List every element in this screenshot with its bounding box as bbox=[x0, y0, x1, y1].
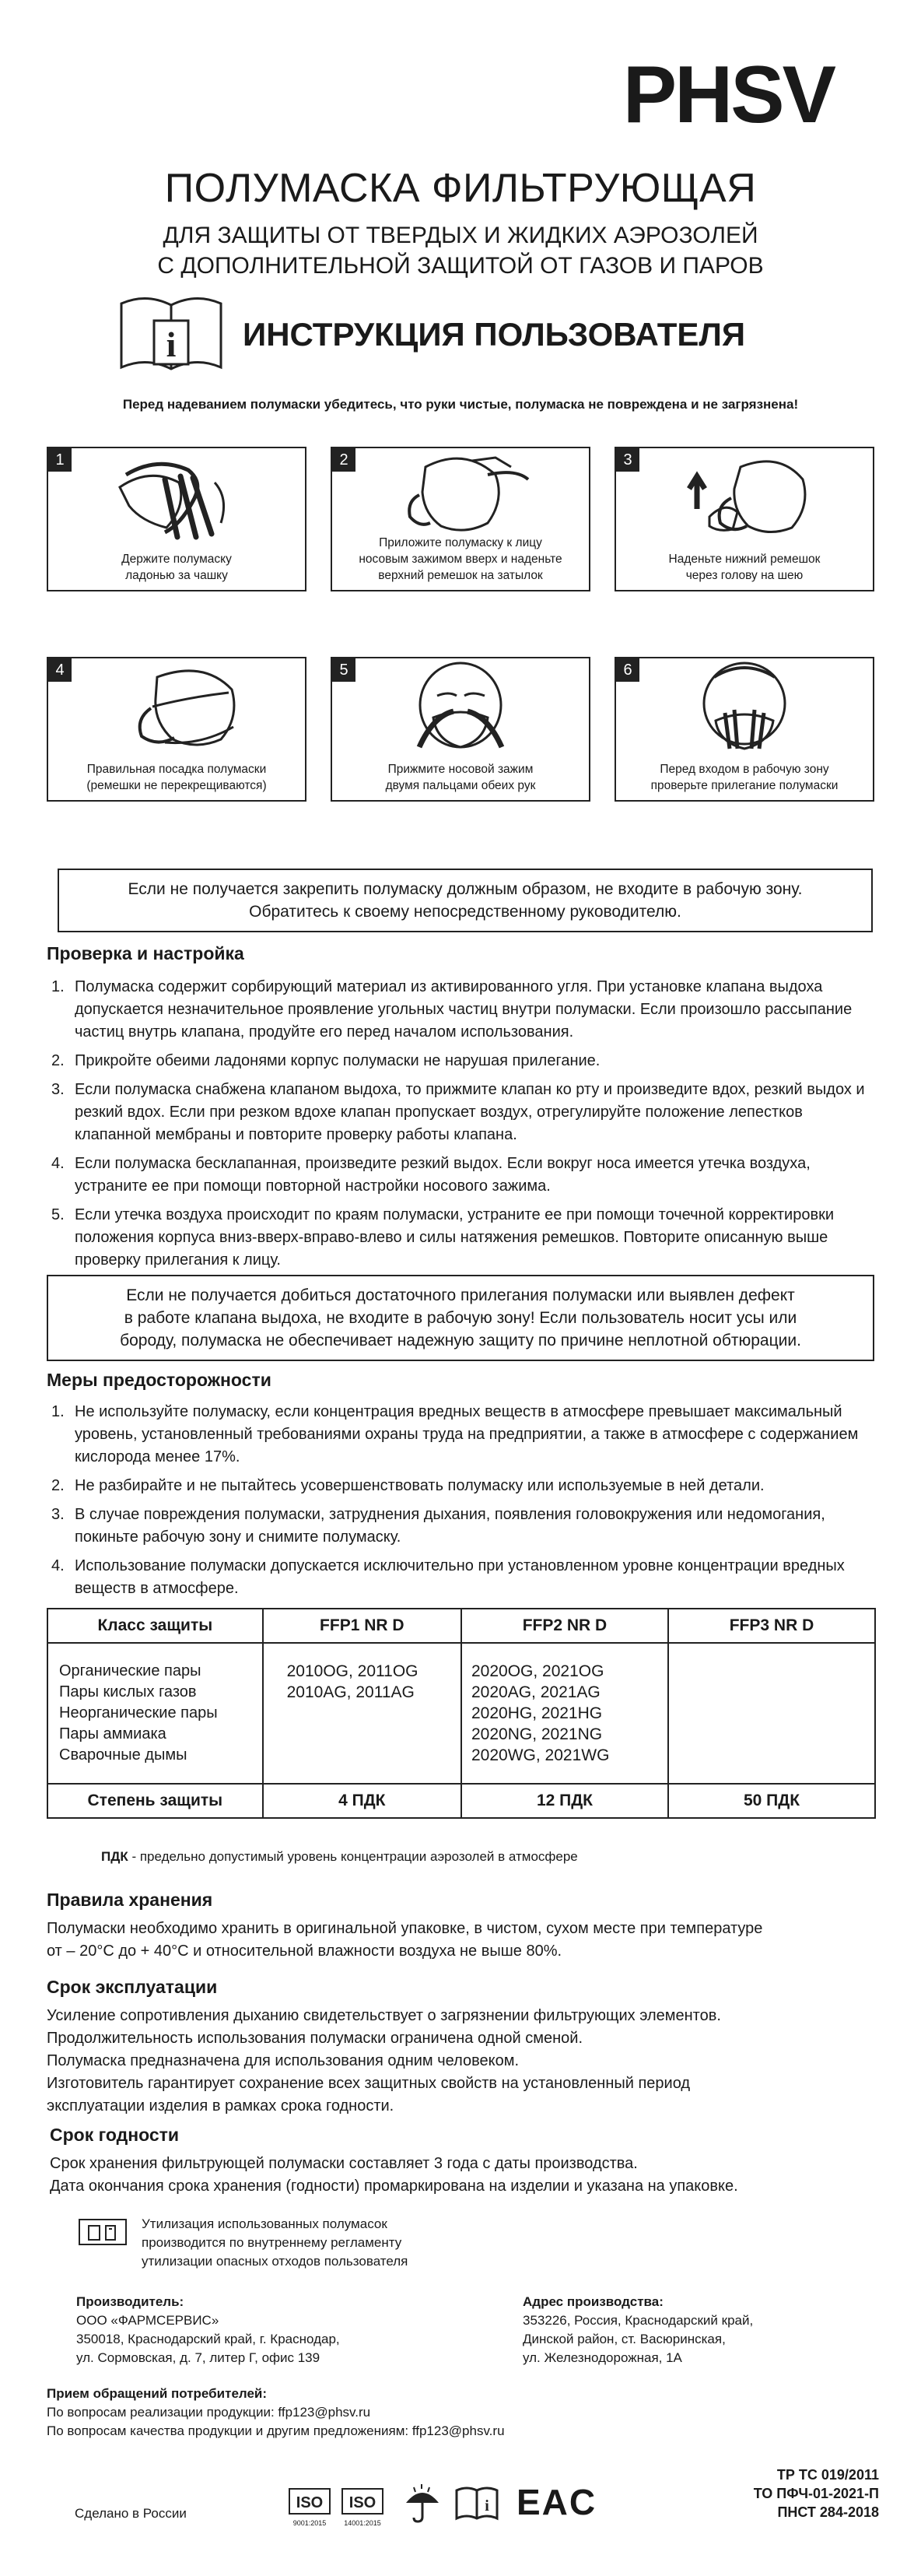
step-caption: Держите полумаску ладонью за чашку bbox=[121, 553, 232, 582]
section-heading-storage: Правила хранения bbox=[47, 1890, 213, 1910]
list-item: 3. Если полумаска снабжена клапаном выдоха, то прижмите клапан ко рту и произведите вдох, резкий выдох и резкий вдох. Если при резком вдохе клапан пропускает воздух, отрегулируйте положение лепестков клапанной мембраны и повторите проверку работы клапана. bbox=[51, 1081, 865, 1143]
correct-fit-illustration bbox=[48, 662, 305, 755]
keep-dry-umbrella-icon bbox=[403, 2481, 442, 2525]
step-number: 4 bbox=[48, 658, 72, 682]
table-header-cell: Класс защиты bbox=[47, 1609, 263, 1643]
book-letter: i bbox=[166, 325, 177, 364]
shelf-text: Срок хранения фильтрующей полумаски составляет 3 года с даты производства. Дата окончания срока хранения (годности) промаркирована на изделии и указана на упаковке. bbox=[50, 2155, 738, 2195]
step-number: 1 bbox=[48, 448, 72, 472]
nose-clip-illustration bbox=[332, 662, 589, 755]
step-caption: Перед входом в рабочую зону проверьте прилегание полумаски bbox=[650, 763, 839, 792]
read-instructions-icon bbox=[454, 2484, 499, 2522]
mask-hold-illustration bbox=[48, 451, 305, 545]
table-row bbox=[47, 1643, 875, 1784]
section-heading-shelf: Срок годности bbox=[50, 2125, 180, 2145]
standards-block: ТР ТС 019/2011 ТО ПФЧ-01-2021-П ПНСТ 284-2018 bbox=[753, 2467, 879, 2520]
step-card-4 bbox=[47, 657, 306, 802]
step-card-2 bbox=[331, 447, 590, 591]
ffp2-models: 2020OG, 2021OG 2020AG, 2021AG 2020HG, 2021HG 2020NG, 2021NG 2020WG, 2021WG bbox=[461, 1643, 668, 1784]
check-list bbox=[51, 976, 876, 1278]
step-caption: Прижмите носовой зажим двумя пальцами обеих рук bbox=[385, 763, 536, 792]
disposal-text: Утилизация использованных полумасок производится по внутреннему регламенту утилизации опасных отходов пользователя bbox=[142, 2216, 408, 2269]
book-info-icon bbox=[117, 290, 226, 375]
brand-logo: PHSV bbox=[622, 50, 834, 140]
eac-mark: EAC bbox=[517, 2482, 597, 2522]
manufacturer-block: Производитель: ООО «ФАРМСЕРВИС» 350018, Краснодарский край, г. Краснодар, ул. Сормовская, д. 7, литер Г, офис 139 bbox=[76, 2294, 340, 2365]
list-item: 5. Если утечка воздуха происходит по краям полумаски, устраните ее при помощи точечной корректировки положения корпуса вниз-вверх-вправо-влево и силы натяжения ремешков. Повторите описанную выше проверку прилегания к лицу. bbox=[51, 1206, 835, 1269]
table-header-cell: FFP3 NR D bbox=[668, 1609, 875, 1643]
warning-top: Перед надеванием полумаски убедитесь, что руки чистые, полумаска не повреждена и не загрязнена! bbox=[122, 397, 799, 412]
step-number: 2 bbox=[332, 448, 355, 472]
lower-strap-illustration bbox=[616, 451, 873, 545]
made-in-russia: Сделано в России bbox=[75, 2506, 187, 2521]
step-caption: Приложите полумаску к лицу носовым зажимом вверх и наденьте верхний ремешок на затылок bbox=[359, 536, 562, 582]
notice-fit-failure: Если не получается закрепить полумаску должным образом, не входите в рабочую зону. Обратитесь к своему непосредственному руководителю. bbox=[58, 869, 873, 932]
iso-14001-badge: ISO 14001:2015 bbox=[341, 2487, 384, 2527]
step-card-1 bbox=[47, 447, 306, 591]
product-title: ПОЛУМАСКА ФИЛЬТРУЮЩАЯ bbox=[164, 166, 757, 211]
step-caption: Наденьте нижний ремешок через голову на шею bbox=[668, 553, 821, 582]
pdk-note: ПДК - предельно допустимый уровень концентрации аэрозолей в атмосфере bbox=[101, 1849, 578, 1864]
section-heading-service: Срок эксплуатации bbox=[47, 1977, 218, 1997]
product-subtitle-1: ДЛЯ ЗАЩИТЫ ОТ ТВЕРДЫХ И ЖИДКИХ АЭРОЗОЛЕЙ bbox=[163, 223, 758, 248]
disposal-icon bbox=[78, 2216, 128, 2248]
table-header-row bbox=[47, 1609, 875, 1643]
list-item: 4. Использование полумаски допускается исключительно при установленном уровне концентрации вредных веществ в атмосфере. bbox=[51, 1557, 845, 1597]
product-subtitle-2: С ДОПОЛНИТЕЛЬНОЙ ЗАЩИТОЙ ОТ ГАЗОВ И ПАРОВ bbox=[157, 253, 764, 279]
table-footer-cell: 50 ПДК bbox=[668, 1784, 875, 1818]
section-heading-precautions: Меры предосторожности bbox=[47, 1370, 271, 1390]
svg-text:ISO: ISO bbox=[348, 2494, 376, 2511]
list-item: 3. В случае повреждения полумаски, затруднения дыхания, появления головокружения или недомогания, покиньте рабочую зону и снимите полумаску. bbox=[51, 1506, 825, 1546]
ffp3-models bbox=[668, 1643, 875, 1784]
step-caption: Правильная посадка полумаски (ремешки не перекрещиваются) bbox=[86, 763, 267, 792]
table-footer-cell: Степень защиты bbox=[47, 1784, 263, 1818]
step-number: 5 bbox=[332, 658, 355, 682]
precautions-list bbox=[51, 1401, 876, 1606]
notice-leak-defect: Если не получается добиться достаточного прилегания полумаски или выявлен дефект в работе клапана выдоха, не входите в рабочую зону! Если пользователь носит усы или бороду, полумаска не обеспечивает надежную защиту по причине неплотной обтюрации. bbox=[47, 1275, 874, 1361]
head-mask-strap-illustration bbox=[332, 451, 589, 545]
step-card-3 bbox=[615, 447, 874, 591]
table-footer-cell: 12 ПДК bbox=[461, 1784, 668, 1818]
step-card-5 bbox=[331, 657, 590, 802]
svg-text:i: i bbox=[485, 2497, 489, 2515]
fit-check-illustration bbox=[616, 662, 873, 755]
list-item: 2. Прикройте обеими ладонями корпус полумаски не нарушая прилегание. bbox=[51, 1052, 601, 1069]
ffp1-models: 2010OG, 2011OG 2010AG, 2011AG bbox=[263, 1643, 461, 1784]
storage-text: Полумаски необходимо хранить в оригинальной упаковке, в чистом, сухом месте при температуре от – 20°С до + 40°С и относительной влажности воздуха не выше 80%. bbox=[47, 1920, 763, 1960]
table-header-cell: FFP2 NR D bbox=[461, 1609, 668, 1643]
list-item: 4. Если полумаска бесклапанная, произведите резкий выдох. Если вокруг носа имеется утечка воздуха, устраните ее при помощи повторной настройки носового зажима. bbox=[51, 1155, 811, 1195]
complaints-block: Прием обращений потребителей: По вопросам реализации продукции: ffp123@phsv.ru По вопросам качества продукции и другим предложениям: ffp123@phsv.ru bbox=[47, 2386, 505, 2438]
list-item: 2. Не разбирайте и не пытайтесь усовершенствовать полумаску или используемые в ней детали. bbox=[51, 1477, 765, 1494]
table-footer-row bbox=[47, 1784, 875, 1818]
step-number: 6 bbox=[616, 658, 639, 682]
step-card-6 bbox=[615, 657, 874, 802]
list-item: 1. Полумаска содержит сорбирующий материал из активированного угля. При установке клапана выдоха допускается незначительное проявление угольных частиц внутри полумаски. Если произошло рассыпание частиц внутрь клапана, продуйте его перед началом использования. bbox=[51, 978, 853, 1041]
iso-9001-badge: ISO 9001:2015 bbox=[288, 2487, 331, 2527]
service-text: Усиление сопротивления дыханию свидетельствует о загрязнении фильтрующих элементов. Продолжительность использования полумаски ограничена одной сменой. Полумаска предназначена для использования одним человеком. Изготовитель гарантирует сохранение всех защитных свойств на установленный период эксплуатации изделия в рамках срока годности. bbox=[47, 2007, 721, 2114]
iso-14001-icon bbox=[341, 2487, 384, 2515]
list-item: 1. Не используйте полумаску, если концентрация вредных веществ в атмосфере превышает максимальный уровень, установленный требованиями охраны труда на предприятии, а также в атмосфере с содержанием кислорода менее 17%. bbox=[51, 1403, 859, 1465]
instruction-title: ИНСТРУКЦИЯ ПОЛЬЗОВАТЕЛЯ bbox=[243, 316, 746, 353]
substance-list: Органические пары Пары кислых газов Неорганические пары Пары аммиака Сварочные дымы bbox=[47, 1643, 263, 1784]
iso-9001-icon bbox=[288, 2487, 331, 2515]
svg-text:ISO: ISO bbox=[296, 2494, 324, 2511]
section-heading-check: Проверка и настройка bbox=[47, 943, 244, 963]
step-number: 3 bbox=[616, 448, 639, 472]
protection-class-table bbox=[47, 1608, 876, 1819]
table-footer-cell: 4 ПДК bbox=[263, 1784, 461, 1818]
production-address-block: Адрес производства: 353226, Россия, Краснодарский край, Динской район, ст. Васюринская, ул. Железнодорожная, 1А bbox=[523, 2294, 754, 2365]
table-header-cell: FFP1 NR D bbox=[263, 1609, 461, 1643]
